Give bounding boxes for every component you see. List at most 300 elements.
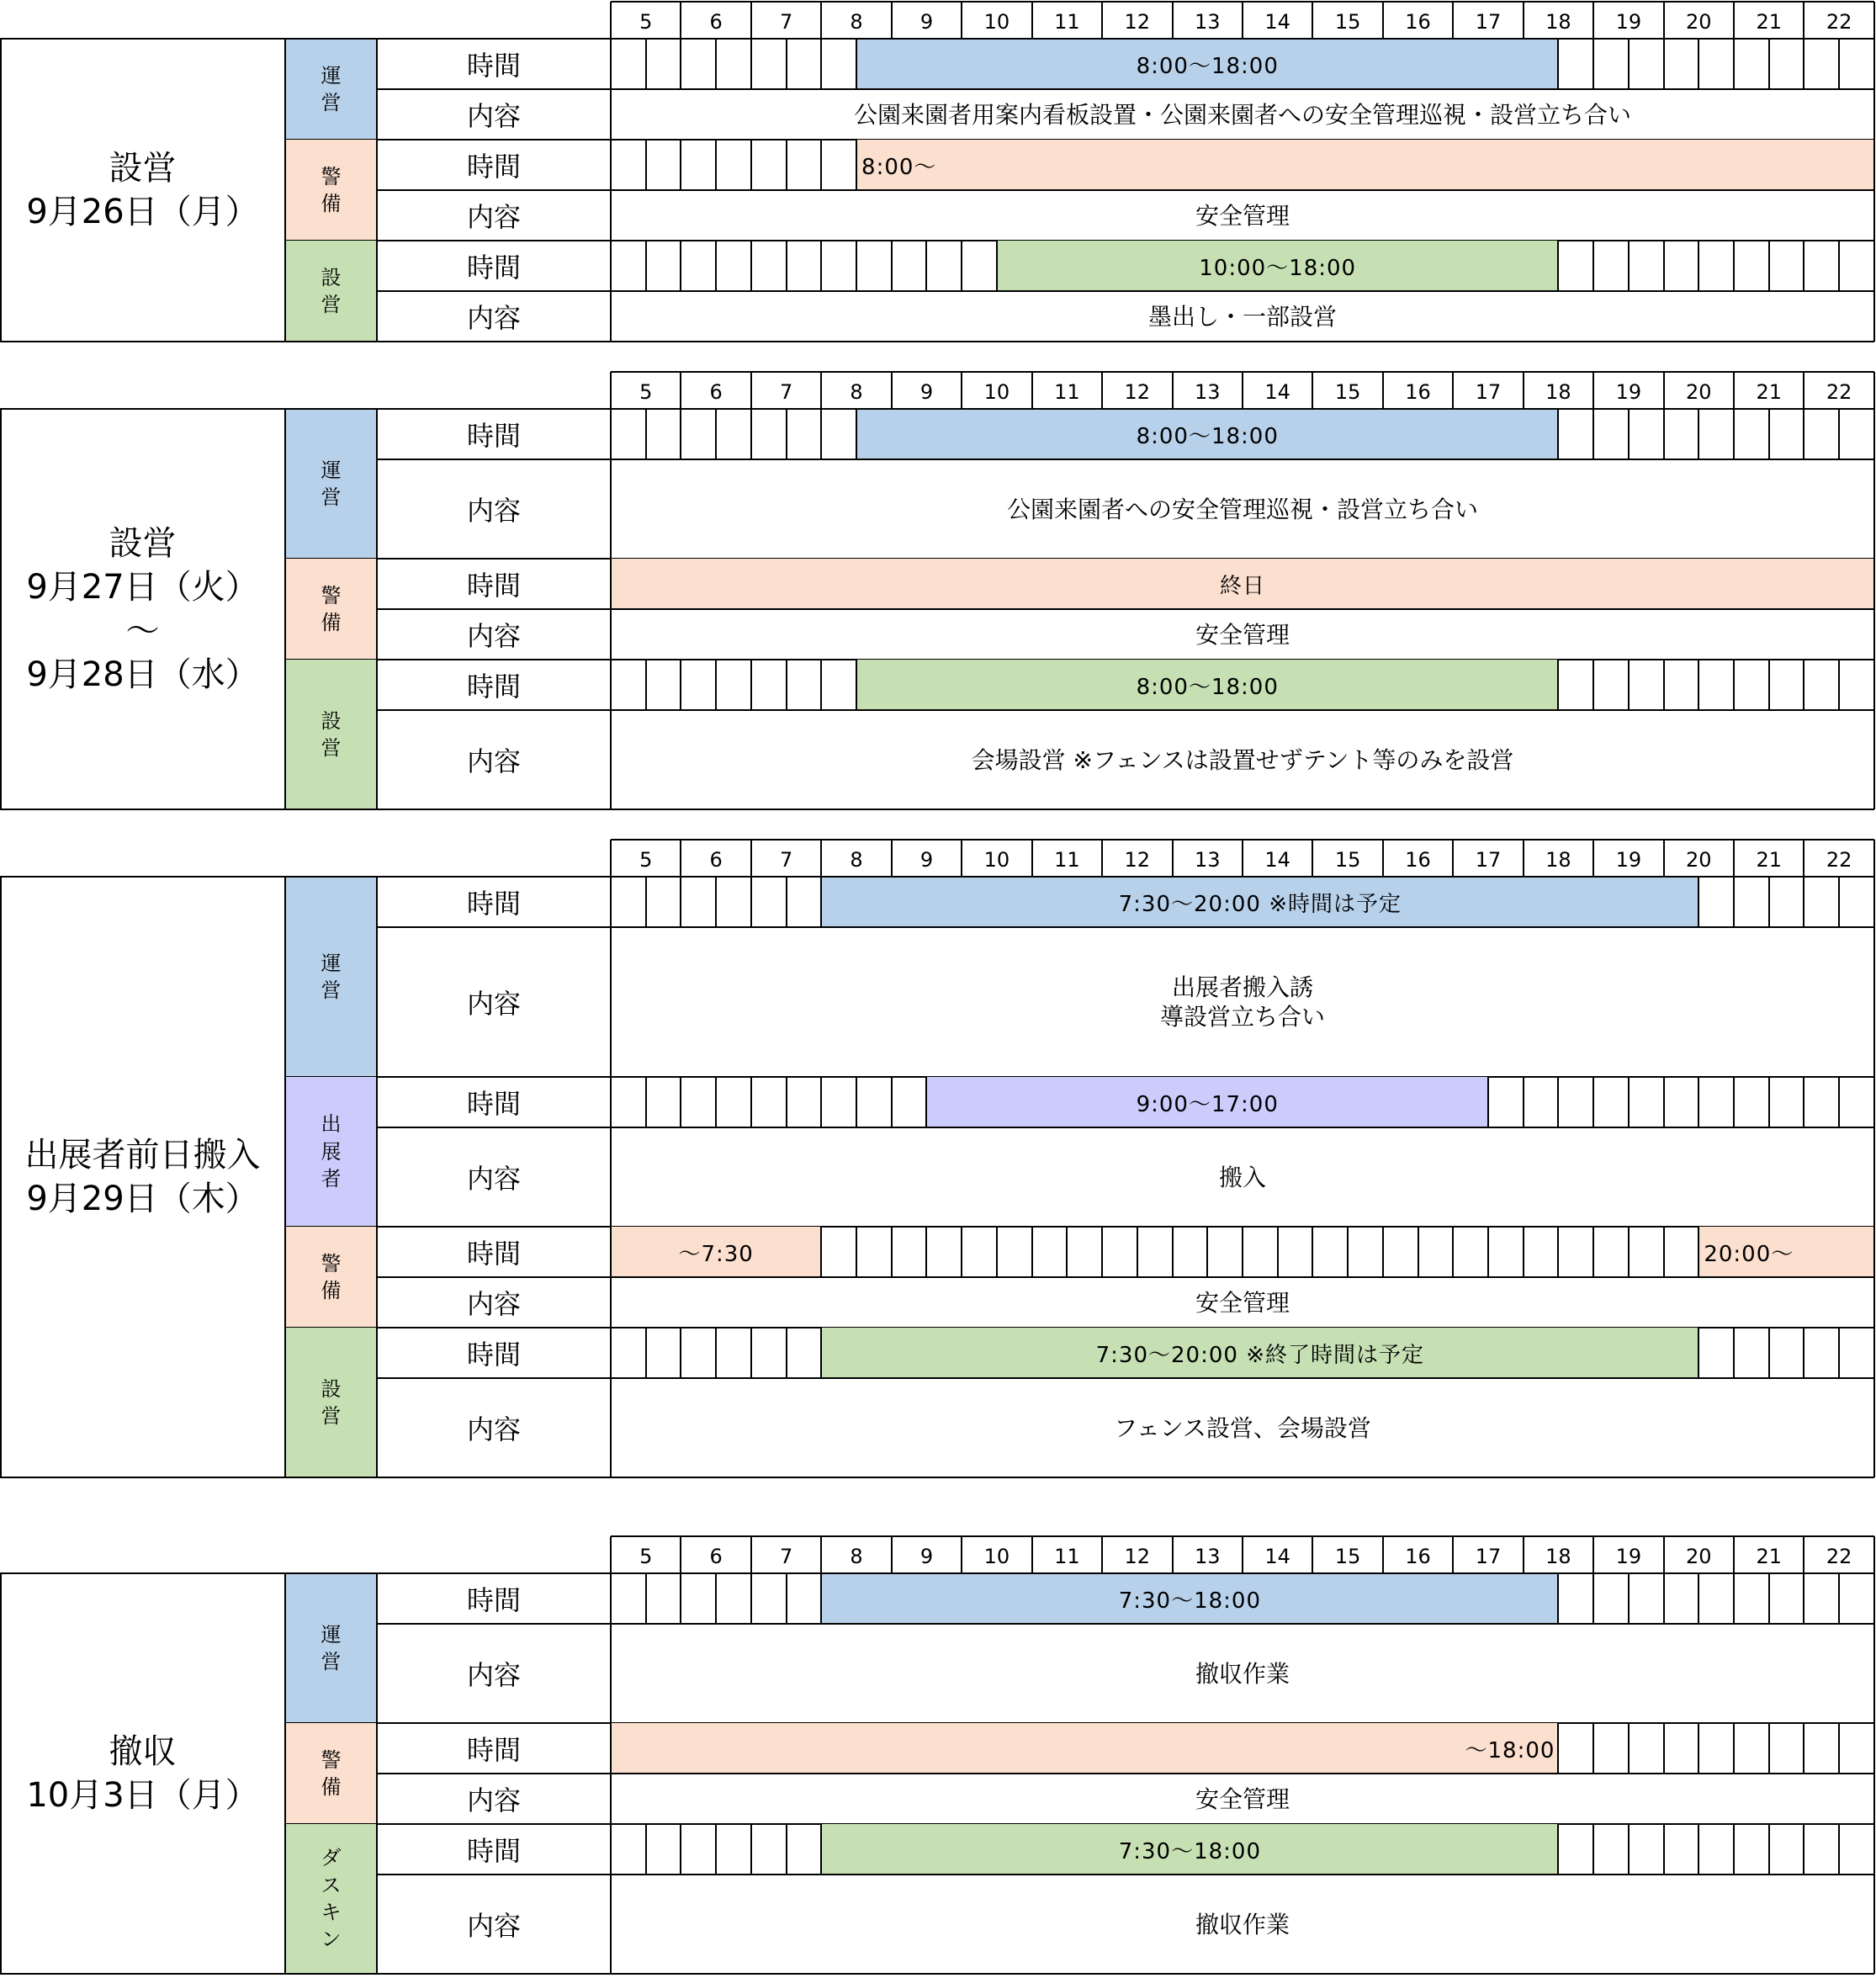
grid-line (1312, 1227, 1313, 1277)
text-line: 備 (321, 192, 342, 215)
grid-line (1312, 2, 1313, 39)
grid-line (1698, 660, 1699, 710)
grid-line (786, 140, 787, 190)
grid-line (1803, 1077, 1804, 1127)
hour-label: 19 (1615, 10, 1642, 34)
grid-line (645, 1824, 647, 1875)
grid-line (820, 1227, 822, 1277)
grid-line (750, 1573, 752, 1624)
grid-line (377, 1874, 1874, 1875)
hour-label: 7 (779, 10, 793, 34)
grid-line (1592, 1723, 1594, 1774)
content-row-label: 内容 (466, 302, 521, 334)
grid-line (1523, 1536, 1524, 1573)
grid-line (0, 809, 1874, 810)
grid-line (1523, 372, 1524, 409)
content-text (611, 1127, 1874, 1227)
grid-line (891, 840, 893, 877)
grid-line (786, 1824, 787, 1875)
grid-line (645, 39, 647, 89)
grid-line (1873, 2, 1875, 39)
time-row-label: 時間 (466, 1835, 521, 1867)
category-cell (285, 1723, 377, 1824)
grid-line (891, 1536, 893, 1573)
grid-line (891, 1077, 893, 1127)
grid-line (820, 140, 822, 190)
grid-line (1592, 840, 1594, 877)
grid-line (1242, 840, 1243, 877)
grid-line (1768, 1328, 1770, 1378)
grid-line (680, 39, 681, 89)
grid-line (1242, 2, 1243, 39)
text-line: 搬入 (1218, 1163, 1266, 1191)
grid-line (1698, 39, 1699, 89)
text-line: 墨出し・一部設営 (1147, 302, 1337, 331)
content-text (611, 190, 1874, 241)
grid-line (1663, 2, 1665, 39)
text-line: 設 (321, 265, 342, 289)
grid-line (1592, 2, 1594, 39)
grid-line (891, 241, 893, 291)
grid-line (750, 140, 752, 190)
grid-line (1873, 1573, 1875, 1974)
grid-line (820, 1536, 822, 1573)
grid-line (645, 1077, 647, 1127)
grid-line (925, 241, 927, 291)
time-bar: 9:00〜17:00 (926, 1077, 1488, 1127)
grid-line (1838, 660, 1840, 710)
text-line: 導設営立ち合い (1159, 1003, 1325, 1031)
grid-line (1628, 1824, 1630, 1875)
text-line: 警 (321, 164, 342, 188)
grid-line (1523, 1077, 1524, 1127)
hour-label: 20 (1686, 10, 1712, 34)
grid-line (1768, 1077, 1770, 1127)
time-bar: 10:00〜18:00 (997, 241, 1559, 291)
text-line: ダ (321, 1846, 342, 1870)
grid-line (1698, 1077, 1699, 1127)
grid-line (680, 660, 681, 710)
grid-line (1382, 1536, 1384, 1573)
grid-line (680, 1077, 681, 1127)
hour-label: 5 (639, 380, 653, 404)
hour-label: 11 (1054, 848, 1080, 872)
content-row-label: 内容 (466, 100, 521, 132)
grid-line (1838, 1328, 1840, 1378)
grid-line (856, 1227, 857, 1277)
grid-line (1803, 660, 1804, 710)
time-row-label: 時間 (466, 888, 521, 920)
grid-line (961, 372, 962, 409)
grid-line (1557, 660, 1559, 710)
grid-line (856, 140, 857, 190)
category-cell (285, 1573, 377, 1723)
content-row-label: 内容 (466, 1288, 521, 1320)
grid-line (961, 241, 962, 291)
grid-line (1418, 1227, 1419, 1277)
grid-line (820, 1824, 822, 1875)
grid-line (856, 660, 857, 710)
grid-line (284, 409, 286, 809)
grid-line (1557, 241, 1559, 291)
grid-line (610, 39, 612, 342)
grid-line (1768, 241, 1770, 291)
grid-line (1382, 840, 1384, 877)
content-text (611, 1277, 1874, 1328)
grid-line (750, 1824, 752, 1875)
content-row-label: 内容 (466, 1659, 521, 1691)
text-line: 公園来園者用案内看板設置・公園来園者への安全管理巡視・設営立ち合い (853, 100, 1631, 129)
text-line: 安全管理 (1195, 1288, 1290, 1317)
grid-line (610, 1573, 612, 1974)
hour-label: 19 (1615, 848, 1642, 872)
grid-line (377, 608, 1874, 610)
grid-line (1803, 1536, 1804, 1573)
category-cell (285, 241, 377, 342)
content-text (611, 1774, 1874, 1824)
content-row-label: 内容 (466, 1910, 521, 1942)
content-text (611, 1378, 1874, 1477)
hour-label: 12 (1124, 848, 1151, 872)
grid-line (1838, 1573, 1840, 1624)
grid-line (786, 660, 787, 710)
grid-line (1838, 1824, 1840, 1875)
block-title (0, 1573, 285, 1974)
grid-line (645, 140, 647, 190)
grid-line (820, 241, 822, 291)
grid-line (996, 1227, 998, 1277)
grid-line (1277, 1227, 1279, 1277)
grid-line (820, 877, 822, 927)
grid-line (610, 877, 612, 1477)
grid-line (1803, 1328, 1804, 1378)
grid-line (715, 409, 717, 459)
grid-line (1312, 372, 1313, 409)
grid-line (1523, 1227, 1524, 1277)
hour-label: 11 (1054, 1545, 1080, 1568)
grid-line (377, 709, 1874, 711)
grid-line (1172, 1227, 1174, 1277)
text-line: 営 (321, 1650, 342, 1673)
grid-line (1733, 1536, 1735, 1573)
grid-line (377, 1623, 1874, 1625)
grid-line (680, 1536, 681, 1573)
text-line: 9月26日（月） (26, 193, 259, 231)
grid-line (1452, 1227, 1454, 1277)
grid-line (0, 341, 1874, 342)
grid-line (1698, 1227, 1699, 1277)
grid-line (1592, 409, 1594, 459)
grid-line (1873, 372, 1875, 409)
hour-label: 8 (850, 10, 863, 34)
content-text (611, 1875, 1874, 1974)
time-bar: 7:30〜20:00 ※時間は予定 (821, 877, 1698, 927)
hour-label: 15 (1334, 1545, 1361, 1568)
grid-line (1698, 409, 1699, 459)
time-row-label: 時間 (466, 1238, 521, 1270)
grid-line (1172, 372, 1174, 409)
hour-label: 22 (1826, 10, 1852, 34)
hour-label: 22 (1826, 1545, 1852, 1568)
grid-line (1663, 1824, 1665, 1875)
grid-line (1698, 877, 1699, 927)
grid-line (1101, 372, 1103, 409)
time-row-label: 時間 (466, 50, 521, 82)
text-line: 安全管理 (1195, 201, 1290, 230)
hour-label: 5 (639, 848, 653, 872)
grid-line (377, 88, 1874, 90)
grid-line (1523, 840, 1524, 877)
grid-line (1838, 39, 1840, 89)
grid-line (786, 1077, 787, 1127)
grid-line (645, 1328, 647, 1378)
grid-line (820, 1573, 822, 1624)
text-line: ン (321, 1928, 342, 1952)
grid-line (1768, 39, 1770, 89)
grid-line (1592, 660, 1594, 710)
text-line: 設 (321, 1376, 342, 1401)
grid-line (1242, 1227, 1243, 1277)
grid-line (891, 2, 893, 39)
grid-line (1803, 1573, 1804, 1624)
text-line: 警 (321, 583, 342, 607)
grid-line (1031, 1536, 1033, 1573)
grid-line (1628, 1227, 1630, 1277)
grid-line (1698, 241, 1699, 291)
grid-line (1663, 241, 1665, 291)
grid-line (1031, 372, 1033, 409)
text-line: 備 (321, 611, 342, 634)
content-text (611, 89, 1874, 140)
hour-label: 14 (1264, 380, 1290, 404)
category-cell (285, 1328, 377, 1477)
grid-line (750, 39, 752, 89)
hour-label: 14 (1264, 10, 1290, 34)
grid-line (1873, 409, 1875, 809)
grid-line (680, 877, 681, 927)
grid-line (1663, 1573, 1665, 1624)
grid-line (1733, 877, 1735, 927)
grid-line (925, 1227, 927, 1277)
grid-line (1838, 1723, 1840, 1774)
grid-line (610, 409, 612, 809)
hour-label: 11 (1054, 380, 1080, 404)
hour-label: 5 (639, 1545, 653, 1568)
hour-label: 16 (1405, 1545, 1431, 1568)
category-cell (285, 1227, 377, 1328)
grid-line (1803, 241, 1804, 291)
grid-line (1838, 409, 1840, 459)
grid-line (961, 1227, 962, 1277)
grid-line (0, 876, 1874, 878)
grid-line (1487, 1077, 1489, 1127)
hour-label: 10 (983, 848, 1010, 872)
grid-line (645, 877, 647, 927)
grid-line (377, 1127, 1874, 1128)
grid-line (1487, 1227, 1489, 1277)
hour-label: 21 (1756, 380, 1783, 404)
content-row-label: 内容 (466, 1163, 521, 1195)
grid-line (1382, 2, 1384, 39)
content-row-label: 内容 (466, 745, 521, 777)
grid-line (786, 877, 787, 927)
time-bar: 8:00〜18:00 (856, 660, 1558, 710)
grid-line (961, 2, 962, 39)
grid-line (715, 1824, 717, 1875)
category-cell (285, 1824, 377, 1974)
grid-line (0, 408, 1874, 410)
grid-line (1592, 1824, 1594, 1875)
grid-line (1663, 1723, 1665, 1774)
grid-line (1663, 1536, 1665, 1573)
text-line: 公園来園者への安全管理巡視・設営立ち合い (1006, 495, 1478, 523)
category-cell (285, 877, 377, 1077)
grid-line (0, 877, 2, 1477)
grid-line (1733, 1723, 1735, 1774)
grid-line (1803, 372, 1804, 409)
grid-line (715, 660, 717, 710)
grid-line (1803, 2, 1804, 39)
text-line: 撤収作業 (1195, 1659, 1290, 1688)
hour-label: 16 (1405, 380, 1431, 404)
hour-label: 22 (1826, 380, 1852, 404)
block-title (0, 877, 285, 1477)
grid-line (1592, 1077, 1594, 1127)
text-line: 備 (321, 1775, 342, 1799)
time-row-label: 時間 (466, 570, 521, 602)
hour-label: 8 (850, 1545, 863, 1568)
grid-line (1663, 39, 1665, 89)
grid-line (1382, 1227, 1384, 1277)
text-line: 警 (321, 1251, 342, 1275)
grid-line (715, 1573, 717, 1624)
text-line: 設営 (109, 524, 177, 563)
time-row-label: 時間 (466, 1734, 521, 1766)
hour-label: 17 (1475, 380, 1502, 404)
hour-label: 7 (779, 1545, 793, 1568)
grid-line (1803, 409, 1804, 459)
text-line: 出展者前日搬入 (24, 1136, 261, 1175)
text-line: 撤収 (109, 1732, 177, 1771)
content-row-label: 内容 (466, 201, 521, 233)
content-row-label: 内容 (466, 620, 521, 652)
grid-line (680, 1824, 681, 1875)
grid-line (0, 1572, 1874, 1574)
grid-line (1733, 1328, 1735, 1378)
grid-line (1628, 1723, 1630, 1774)
grid-line (750, 1077, 752, 1127)
text-line: 警 (321, 1747, 342, 1772)
grid-line (610, 2, 612, 39)
hour-label: 14 (1264, 1545, 1290, 1568)
hour-label: 15 (1334, 10, 1361, 34)
grid-line (1733, 1824, 1735, 1875)
grid-line (1557, 409, 1559, 459)
content-row-label: 内容 (466, 1413, 521, 1445)
grid-line (820, 39, 822, 89)
time-row-label: 時間 (466, 1339, 521, 1371)
grid-line (284, 877, 286, 1477)
text-line: 出 (321, 1112, 342, 1137)
category-cell (285, 140, 377, 241)
grid-line (1698, 1723, 1699, 1774)
content-text (611, 459, 1874, 559)
hour-label: 13 (1194, 10, 1221, 34)
text-line: 設営 (109, 149, 177, 188)
hour-label: 20 (1686, 380, 1712, 404)
grid-line (1803, 877, 1804, 927)
grid-line (1523, 2, 1524, 39)
grid-line (1733, 241, 1735, 291)
block-title (0, 409, 285, 809)
grid-line (1031, 1227, 1033, 1277)
grid-line (1137, 1227, 1138, 1277)
grid-line (1312, 1536, 1313, 1573)
hour-label: 13 (1194, 848, 1221, 872)
text-line: 撤収作業 (1195, 1910, 1290, 1938)
grid-line (1172, 840, 1174, 877)
grid-line (680, 140, 681, 190)
grid-line (1031, 2, 1033, 39)
grid-line (856, 241, 857, 291)
hour-label: 15 (1334, 380, 1361, 404)
grid-line (1101, 2, 1103, 39)
hour-label: 12 (1124, 380, 1151, 404)
hour-label: 8 (850, 380, 863, 404)
grid-line (1803, 840, 1804, 877)
content-text (611, 1624, 1874, 1723)
grid-line (1768, 1824, 1770, 1875)
hour-label: 21 (1756, 848, 1783, 872)
grid-line (1663, 840, 1665, 877)
grid-line (1066, 1227, 1068, 1277)
grid-line (376, 877, 378, 1477)
grid-line (820, 840, 822, 877)
grid-line (376, 1573, 378, 1974)
time-bar: 7:30〜18:00 (821, 1573, 1558, 1624)
grid-line (284, 1573, 286, 1974)
text-line: 運 (321, 63, 342, 87)
grid-line (1592, 1573, 1594, 1624)
text-line: 〜 (125, 612, 160, 650)
grid-line (0, 1973, 1874, 1975)
grid-line (377, 926, 1874, 928)
hour-label: 9 (919, 1545, 934, 1568)
grid-line (996, 241, 998, 291)
grid-line (856, 409, 857, 459)
grid-line (1628, 1573, 1630, 1624)
grid-line (715, 140, 717, 190)
grid-line (750, 877, 752, 927)
hour-label: 18 (1545, 848, 1571, 872)
grid-line (1873, 39, 1875, 342)
grid-line (1733, 1077, 1735, 1127)
grid-line (645, 409, 647, 459)
grid-line (680, 1573, 681, 1624)
grid-line (610, 1536, 612, 1573)
hour-label: 13 (1194, 380, 1221, 404)
grid-line (1592, 1227, 1594, 1277)
text-line: キ (321, 1901, 342, 1924)
grid-line (750, 1328, 752, 1378)
grid-line (680, 372, 681, 409)
grid-line (750, 409, 752, 459)
grid-line (1768, 1573, 1770, 1624)
grid-line (961, 1536, 962, 1573)
category-cell (285, 1077, 377, 1227)
hour-label: 22 (1826, 848, 1852, 872)
hour-label: 11 (1054, 10, 1080, 34)
